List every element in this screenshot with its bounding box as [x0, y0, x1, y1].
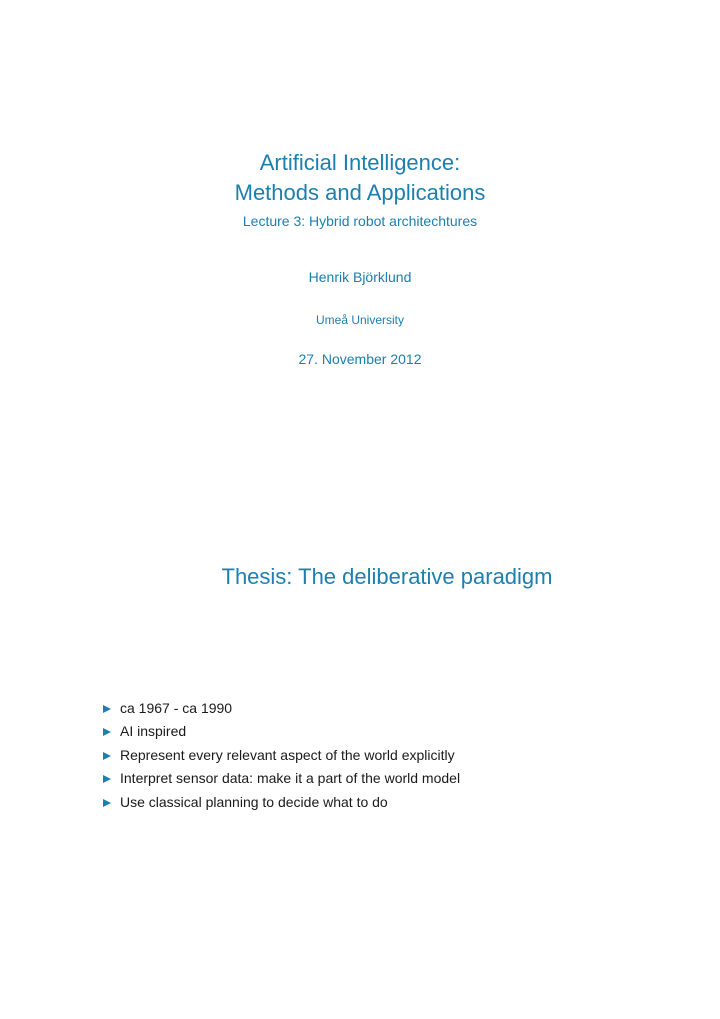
bullet-item [103, 744, 460, 767]
lecture-subtitle: Lecture 3: Hybrid robot architechtures [242, 213, 478, 229]
bullet-text: ca 1967 - ca 1990 [120, 700, 233, 716]
bullet-item [103, 697, 460, 720]
bullet-text: Use classical planning to decide what to do [120, 793, 388, 810]
bullet-text: AI inspired [120, 723, 187, 740]
author-name: Henrik Björklund [308, 269, 412, 285]
bullet-item [103, 720, 460, 743]
triangle-right-icon [103, 799, 111, 807]
presentation-title-line-1: Artificial Intelligence: [259, 150, 461, 175]
triangle-right-icon [103, 728, 111, 736]
bullet-item [103, 791, 460, 814]
presentation-title-line-2: Methods and Applications [234, 180, 486, 205]
bullet-list [103, 697, 460, 814]
institute-name: Umeå University [315, 313, 405, 327]
triangle-right-icon [103, 752, 111, 760]
bullet-item [103, 767, 460, 790]
triangle-right-icon [103, 775, 111, 783]
bullet-text: Interpret sensor data: make it a part of the world model [120, 770, 461, 787]
lecture-date: 27. November 2012 [298, 351, 422, 367]
triangle-right-icon [103, 705, 111, 713]
frame-title: Thesis: The deliberative paradigm [221, 564, 553, 589]
bullet-text: Represent every relevant aspect of the world explicitly [120, 746, 455, 763]
